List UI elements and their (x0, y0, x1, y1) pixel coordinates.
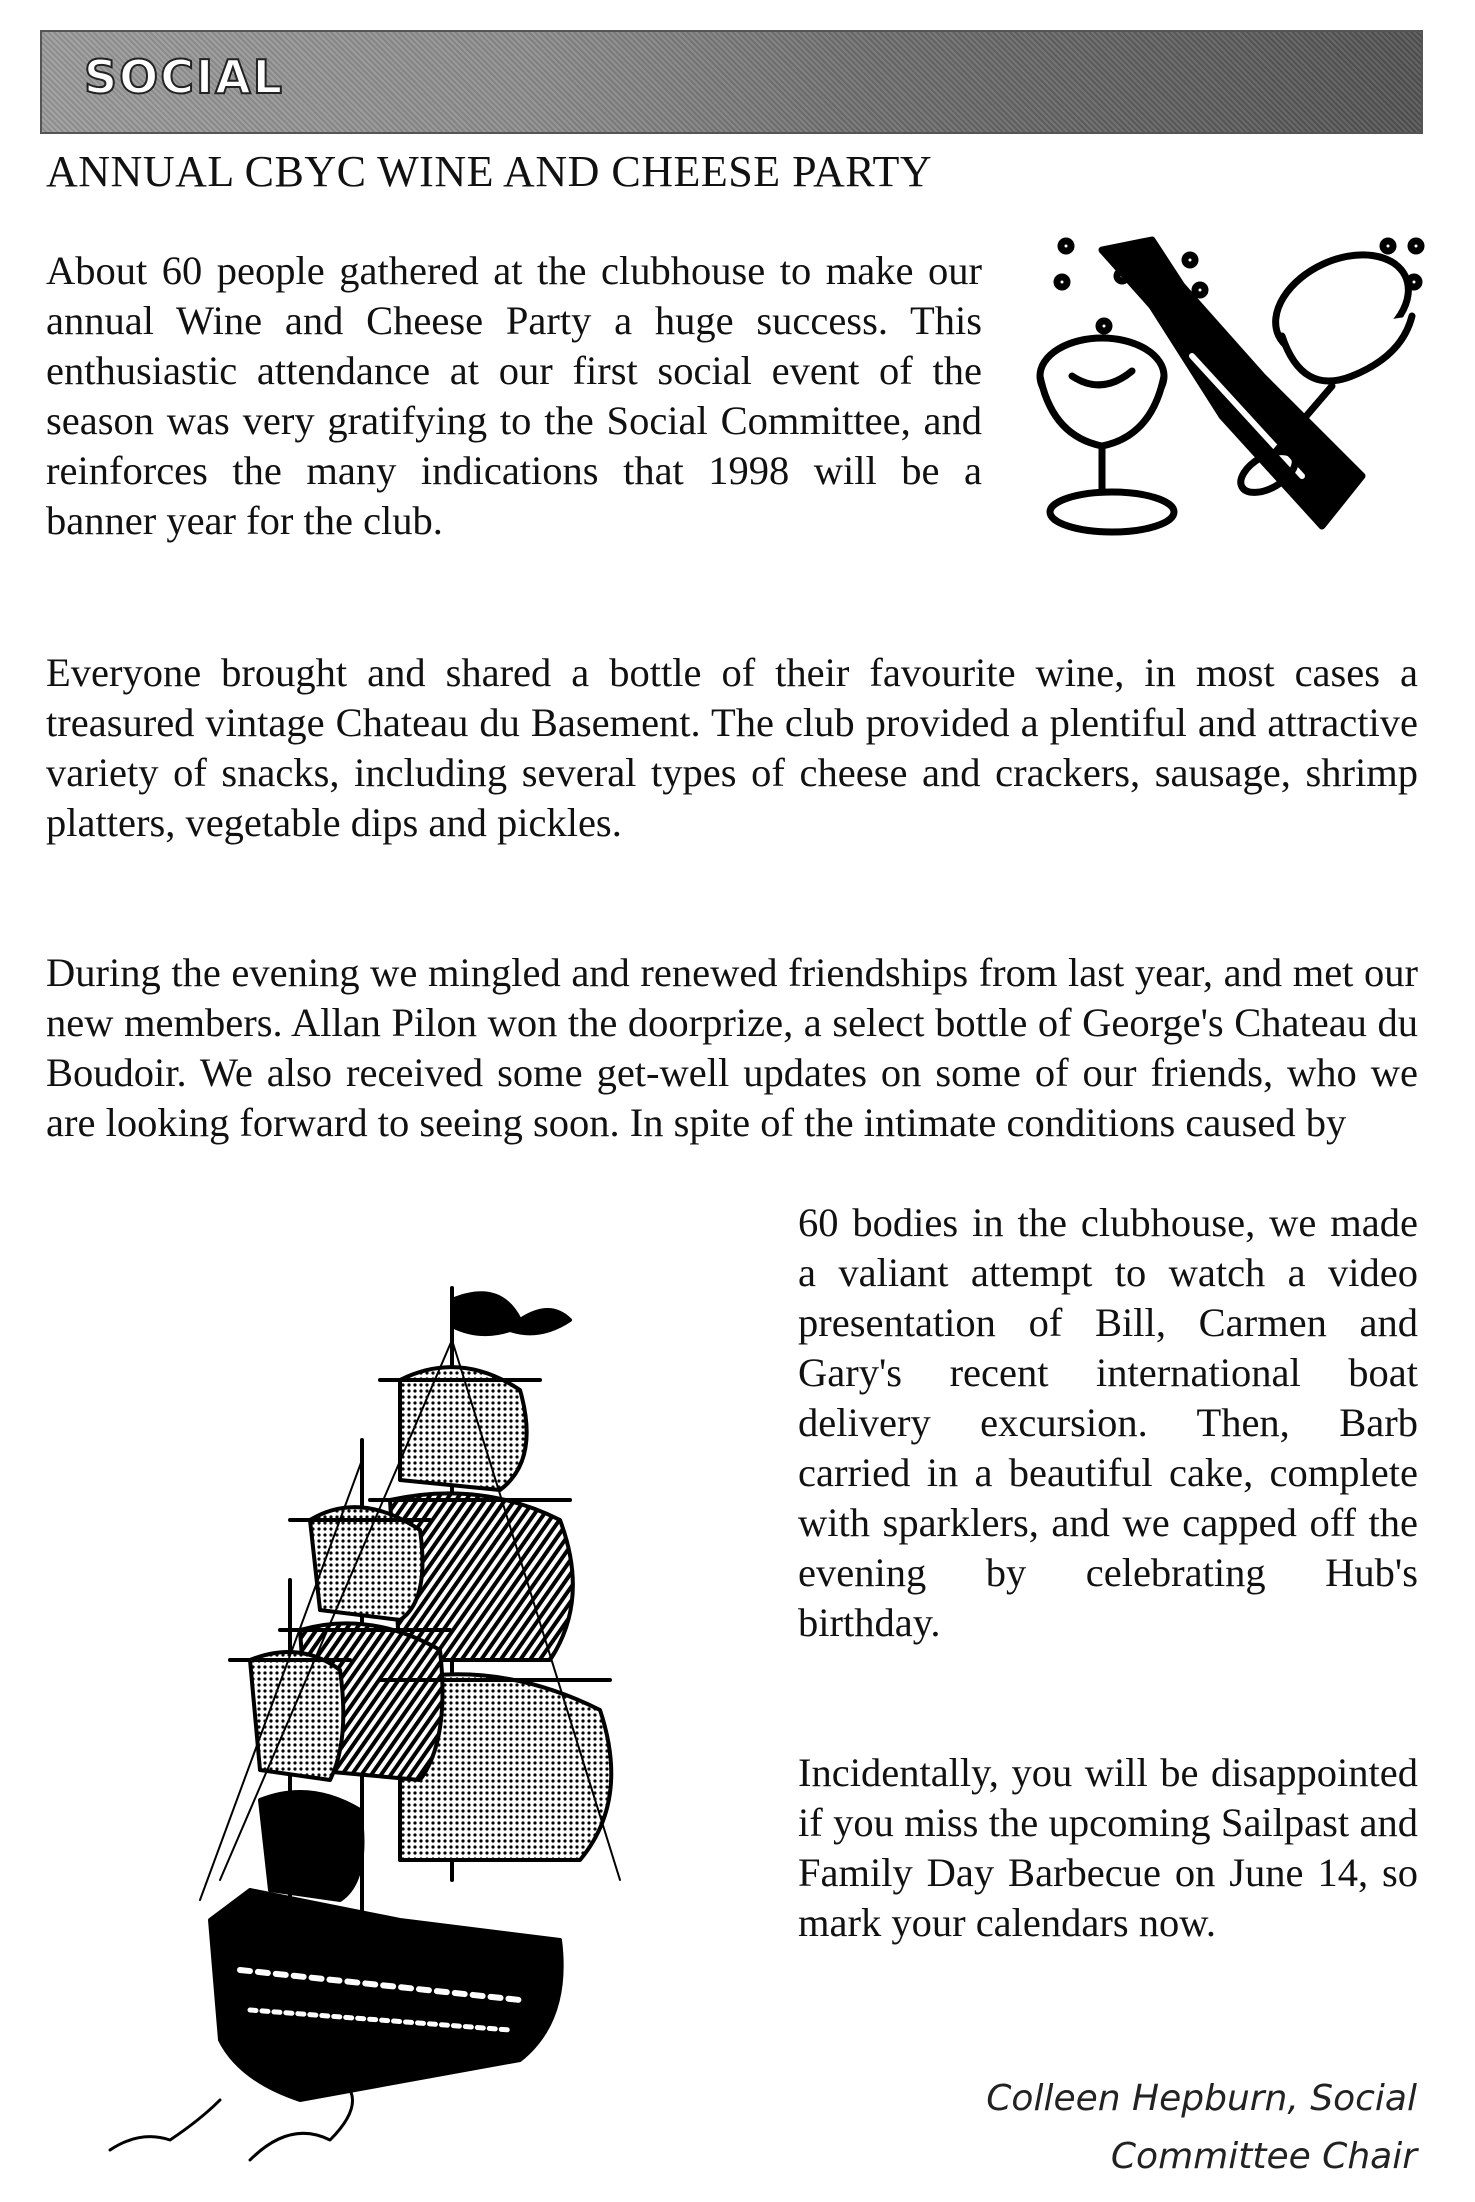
banner-title: SOCIAL (84, 50, 285, 104)
signature-line-1: Colleen Hepburn, Social (986, 2078, 1417, 2119)
signature-line-2: Committee Chair (1110, 2136, 1417, 2177)
paragraph-2: Everyone brought and shared a bottle of their favourite wine, in most cases a treasured vintage Chateau du Basement. The club provided a plentiful and attractive variety of snacks, including several types of cheese and crackers, sausage, shrimp platters, vegetable dips and pickles. (46, 650, 1418, 845)
article-heading: ANNUAL CBYC WINE AND CHEESE PARTY (46, 147, 933, 196)
sailing-ship-icon (100, 1280, 660, 2180)
wine-glasses-and-bottle-icon (1032, 226, 1432, 556)
paragraph-3: During the evening we mingled and renewed friendships from last year, and met our new members. Allan Pilon won the doorprize, a select bottle of George's Chateau du Boudoir. We also received some get-well updates on some of our friends, who we are looking forward to seeing soon. In spite of the intimate conditions caused by (46, 950, 1418, 1145)
paragraph-1: About 60 people gathered at the clubhouse to make our annual Wine and Cheese Party a huge success. This enthusiastic attendance at our first social event of the season was very gratifying to the Social Committee, and reinforces the many indications that 1998 will be a banner year for the club. (46, 248, 982, 543)
signature (986, 2070, 1417, 2186)
paragraph-4: Incidentally, you will be disappointed if you miss the upcoming Sailpast and Family Day Barbecue on June 14, so mark your calendars now. (798, 1750, 1418, 1945)
paragraph-3-continued: 60 bodies in the clubhouse, we made a valiant attempt to watch a video presentation of Bill, Carmen and Gary's recent international boat delivery excursion. Then, Barb carried in a beautiful cake, complete with sparklers, and we capped off the evening by celebrating Hub's birthday. (798, 1200, 1418, 1645)
section-banner (40, 30, 1423, 134)
